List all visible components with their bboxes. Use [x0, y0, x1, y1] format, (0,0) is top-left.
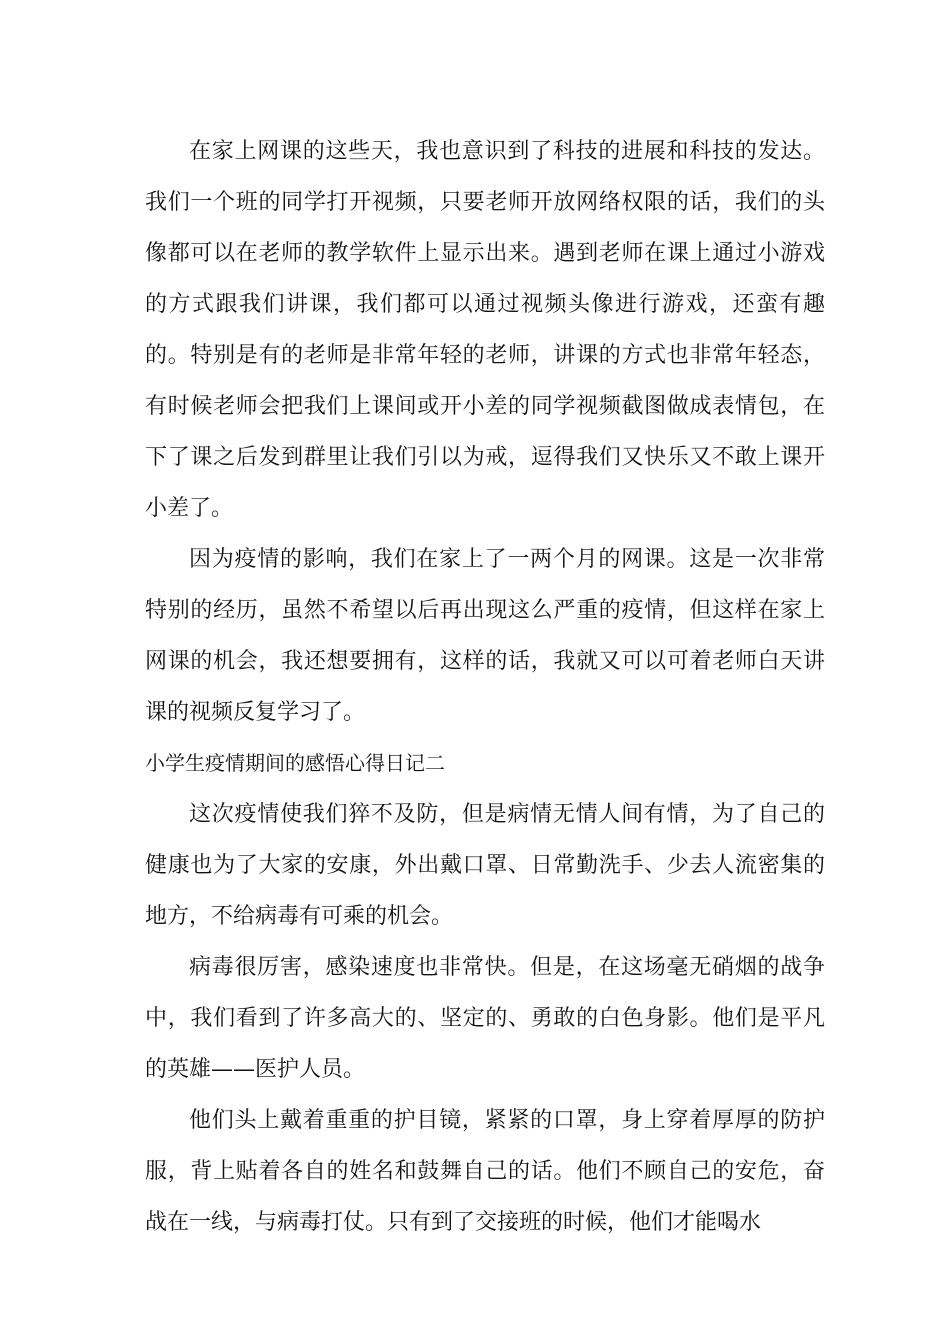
paragraph-online-class-tech: 在家上网课的这些天，我也意识到了科技的进展和科技的发达。我们一个班的同学打开视频，只要老师开放网络权限的话，我们的头像都可以在老师的教学软件上显示出来。遇到老师在课上通过小游戏的方式跟我们讲课，我们都可以通过视频头像进行游戏，还蛮有趣的。特别是有的老师是非常年轻的老师，讲课的方式也非常年轻态，有时候老师会把我们上课间或开小差的同学视频截图做成表情包，在下了课之后发到群里让我们引以为戒，逗得我们又快乐又不敢上课开小差了。	[145, 139, 825, 521]
section-title: 小学生疫情期间的感悟心得日记二	[145, 751, 445, 775]
paragraph-medical-heroes: 病毒很厉害，感染速度也非常快。但是，在这场毫无硝烟的战争中，我们看到了许多高大的、坚定的、勇敢的白色身影。他们是平凡的英雄——医护人员。	[145, 955, 825, 1082]
document-body	[145, 126, 825, 1248]
paragraph-online-class-experience: 因为疫情的影响，我们在家上了一两个月的网课。这是一次非常特别的经历，虽然不希望以后再出现这么严重的疫情，但这样在家上网课的机会，我还想要拥有，这样的话，我就又可以可着老师白天讲课的视频反复学习了。	[145, 547, 825, 725]
paragraph-medical-workers-gear: 他们头上戴着重重的护目镜，紧紧的口罩，身上穿着厚厚的防护服，背上贴着各自的姓名和鼓舞自己的话。他们不顾自己的安危，奋战在一线，与病毒打仗。只有到了交接班的时候，他们才能喝水	[145, 1108, 825, 1235]
paragraph-epidemic-prevention: 这次疫情使我们猝不及防，但是病情无情人间有情，为了自己的健康也为了大家的安康，外出戴口罩、日常勤洗手、少去人流密集的地方，不给病毒有可乘的机会。	[145, 802, 825, 929]
